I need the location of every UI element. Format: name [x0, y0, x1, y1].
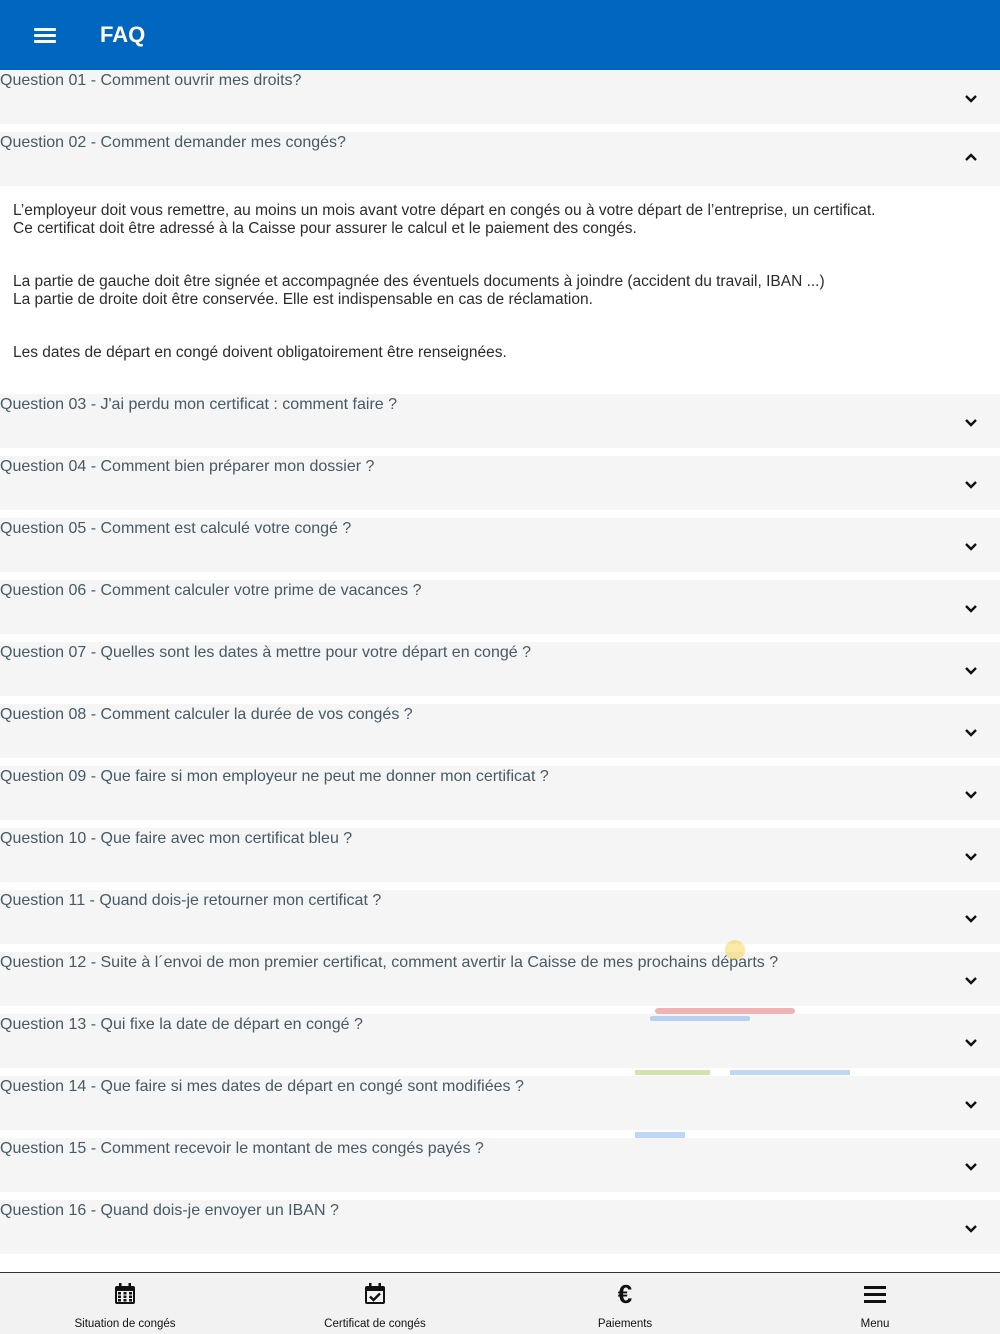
app-bar — [0, 0, 1000, 70]
chevron-down-icon[interactable] — [964, 728, 978, 738]
faq-item — [0, 1138, 1000, 1192]
faq-question-header[interactable] — [0, 518, 1000, 572]
faq-item — [0, 1014, 1000, 1068]
answer-line: Les dates de départ en congé doivent obligatoirement être renseignées. — [13, 344, 507, 361]
faq-question-header[interactable] — [0, 1138, 1000, 1192]
chevron-down-icon[interactable] — [964, 1100, 978, 1110]
faq-question-text: Question 03 - J'ai perdu mon certificat : comment faire ? — [0, 396, 398, 413]
faq-question-header[interactable] — [0, 766, 1000, 820]
faq-question-header[interactable] — [0, 952, 1000, 1006]
chevron-down-icon[interactable] — [964, 480, 978, 490]
faq-question-header[interactable] — [0, 1014, 1000, 1068]
chevron-down-icon[interactable] — [964, 604, 978, 614]
faq-question-text: Question 11 - Quand dois-je retourner mon certificat ? — [0, 892, 382, 909]
nav-label: Certificat de congés — [324, 1318, 426, 1330]
answer-line: L’employeur doit vous remettre, au moins un mois avant votre départ en congés ou à votre départ de l’entreprise, un certificat. — [13, 202, 876, 219]
faq-question-text: Question 13 - Qui fixe la date de départ en congé ? — [0, 1016, 363, 1033]
faq-question-text: Question 07 - Quelles sont les dates à mettre pour votre départ en congé ? — [0, 644, 531, 661]
faq-item — [0, 1200, 1000, 1254]
page-title: FAQ — [100, 22, 146, 47]
chevron-down-icon[interactable] — [964, 914, 978, 924]
nav-situation-conges[interactable] — [0, 1273, 250, 1334]
faq-question-header[interactable] — [0, 70, 1000, 124]
faq-answer — [0, 186, 1000, 386]
bottom-navigation — [0, 1272, 1000, 1334]
faq-item — [0, 890, 1000, 944]
faq-item — [0, 132, 1000, 386]
answer-line: La partie de gauche doit être signée et accompagnée des éventuels documents à joindre (accident du travail, IBAN ...) — [13, 273, 825, 290]
faq-question-text: Question 02 - Comment demander mes congés? — [0, 134, 346, 151]
answer-line: La partie de droite doit être conservée. Elle est indispensable en cas de réclamation. — [13, 291, 593, 308]
faq-question-header[interactable] — [0, 132, 1000, 186]
faq-question-text: Question 06 - Comment calculer votre prime de vacances ? — [0, 582, 422, 599]
faq-list — [0, 70, 1000, 1272]
answer-paragraph — [13, 202, 988, 238]
nav-label: Paiements — [597, 1318, 653, 1330]
faq-item — [0, 828, 1000, 882]
chevron-down-icon[interactable] — [964, 94, 978, 104]
faq-item — [0, 1076, 1000, 1130]
faq-question-text: Question 08 - Comment calculer la durée de vos congés ? — [0, 706, 413, 723]
faq-item — [0, 766, 1000, 820]
faq-question-header[interactable] — [0, 456, 1000, 510]
faq-question-text: Question 05 - Comment est calculé votre congé ? — [0, 520, 352, 537]
faq-item — [0, 456, 1000, 510]
faq-question-header[interactable] — [0, 1076, 1000, 1130]
calendar-check-icon — [363, 1282, 387, 1306]
nav-label: Menu — [860, 1318, 890, 1330]
menu-icon[interactable] — [34, 26, 58, 44]
faq-question-text: Question 09 - Que faire si mon employeur ne peut me donner mon certificat ? — [0, 768, 549, 785]
faq-item — [0, 580, 1000, 634]
faq-question-header[interactable] — [0, 580, 1000, 634]
euro-icon: € — [617, 1279, 633, 1309]
answer-paragraph — [13, 344, 988, 362]
faq-question-text: Question 10 - Que faire avec mon certificat bleu ? — [0, 830, 353, 847]
faq-question-header[interactable] — [0, 890, 1000, 944]
faq-item — [0, 70, 1000, 124]
answer-paragraph — [13, 273, 988, 309]
faq-question-text: Question 16 - Quand dois-je envoyer un IBAN ? — [0, 1202, 339, 1219]
chevron-down-icon[interactable] — [964, 1038, 978, 1048]
nav-certificat-conges[interactable] — [250, 1273, 500, 1334]
calendar-grid-icon — [113, 1282, 137, 1306]
faq-question-text: Question 14 - Que faire si mes dates de départ en congé sont modifiées ? — [0, 1078, 524, 1095]
chevron-down-icon[interactable] — [964, 542, 978, 552]
faq-item — [0, 642, 1000, 696]
faq-item — [0, 518, 1000, 572]
menu-icon — [863, 1283, 887, 1305]
chevron-up-icon[interactable] — [964, 152, 978, 162]
chevron-down-icon[interactable] — [964, 852, 978, 862]
faq-question-header[interactable] — [0, 828, 1000, 882]
nav-paiements[interactable] — [500, 1273, 750, 1334]
faq-question-text: Question 01 - Comment ouvrir mes droits? — [0, 72, 302, 89]
nav-menu[interactable] — [750, 1273, 1000, 1334]
faq-item — [0, 704, 1000, 758]
faq-item — [0, 952, 1000, 1006]
faq-item — [0, 394, 1000, 448]
faq-question-header[interactable] — [0, 642, 1000, 696]
nav-label: Situation de congés — [74, 1318, 176, 1330]
answer-line: Ce certificat doit être adressé à la Caisse pour assurer le calcul et le paiement des congés. — [13, 220, 637, 237]
chevron-down-icon[interactable] — [964, 666, 978, 676]
chevron-down-icon[interactable] — [964, 790, 978, 800]
chevron-down-icon[interactable] — [964, 1162, 978, 1172]
chevron-down-icon[interactable] — [964, 418, 978, 428]
faq-question-text: Question 04 - Comment bien préparer mon dossier ? — [0, 458, 375, 475]
faq-question-header[interactable] — [0, 704, 1000, 758]
faq-question-text: Question 15 - Comment recevoir le montant de mes congés payés ? — [0, 1140, 484, 1157]
faq-question-header[interactable] — [0, 1200, 1000, 1254]
chevron-down-icon[interactable] — [964, 976, 978, 986]
chevron-down-icon[interactable] — [964, 1224, 978, 1234]
faq-question-header[interactable] — [0, 394, 1000, 448]
faq-question-text: Question 12 - Suite à l´envoi de mon premier certificat, comment avertir la Caisse de mes prochains départs ? — [0, 954, 779, 971]
